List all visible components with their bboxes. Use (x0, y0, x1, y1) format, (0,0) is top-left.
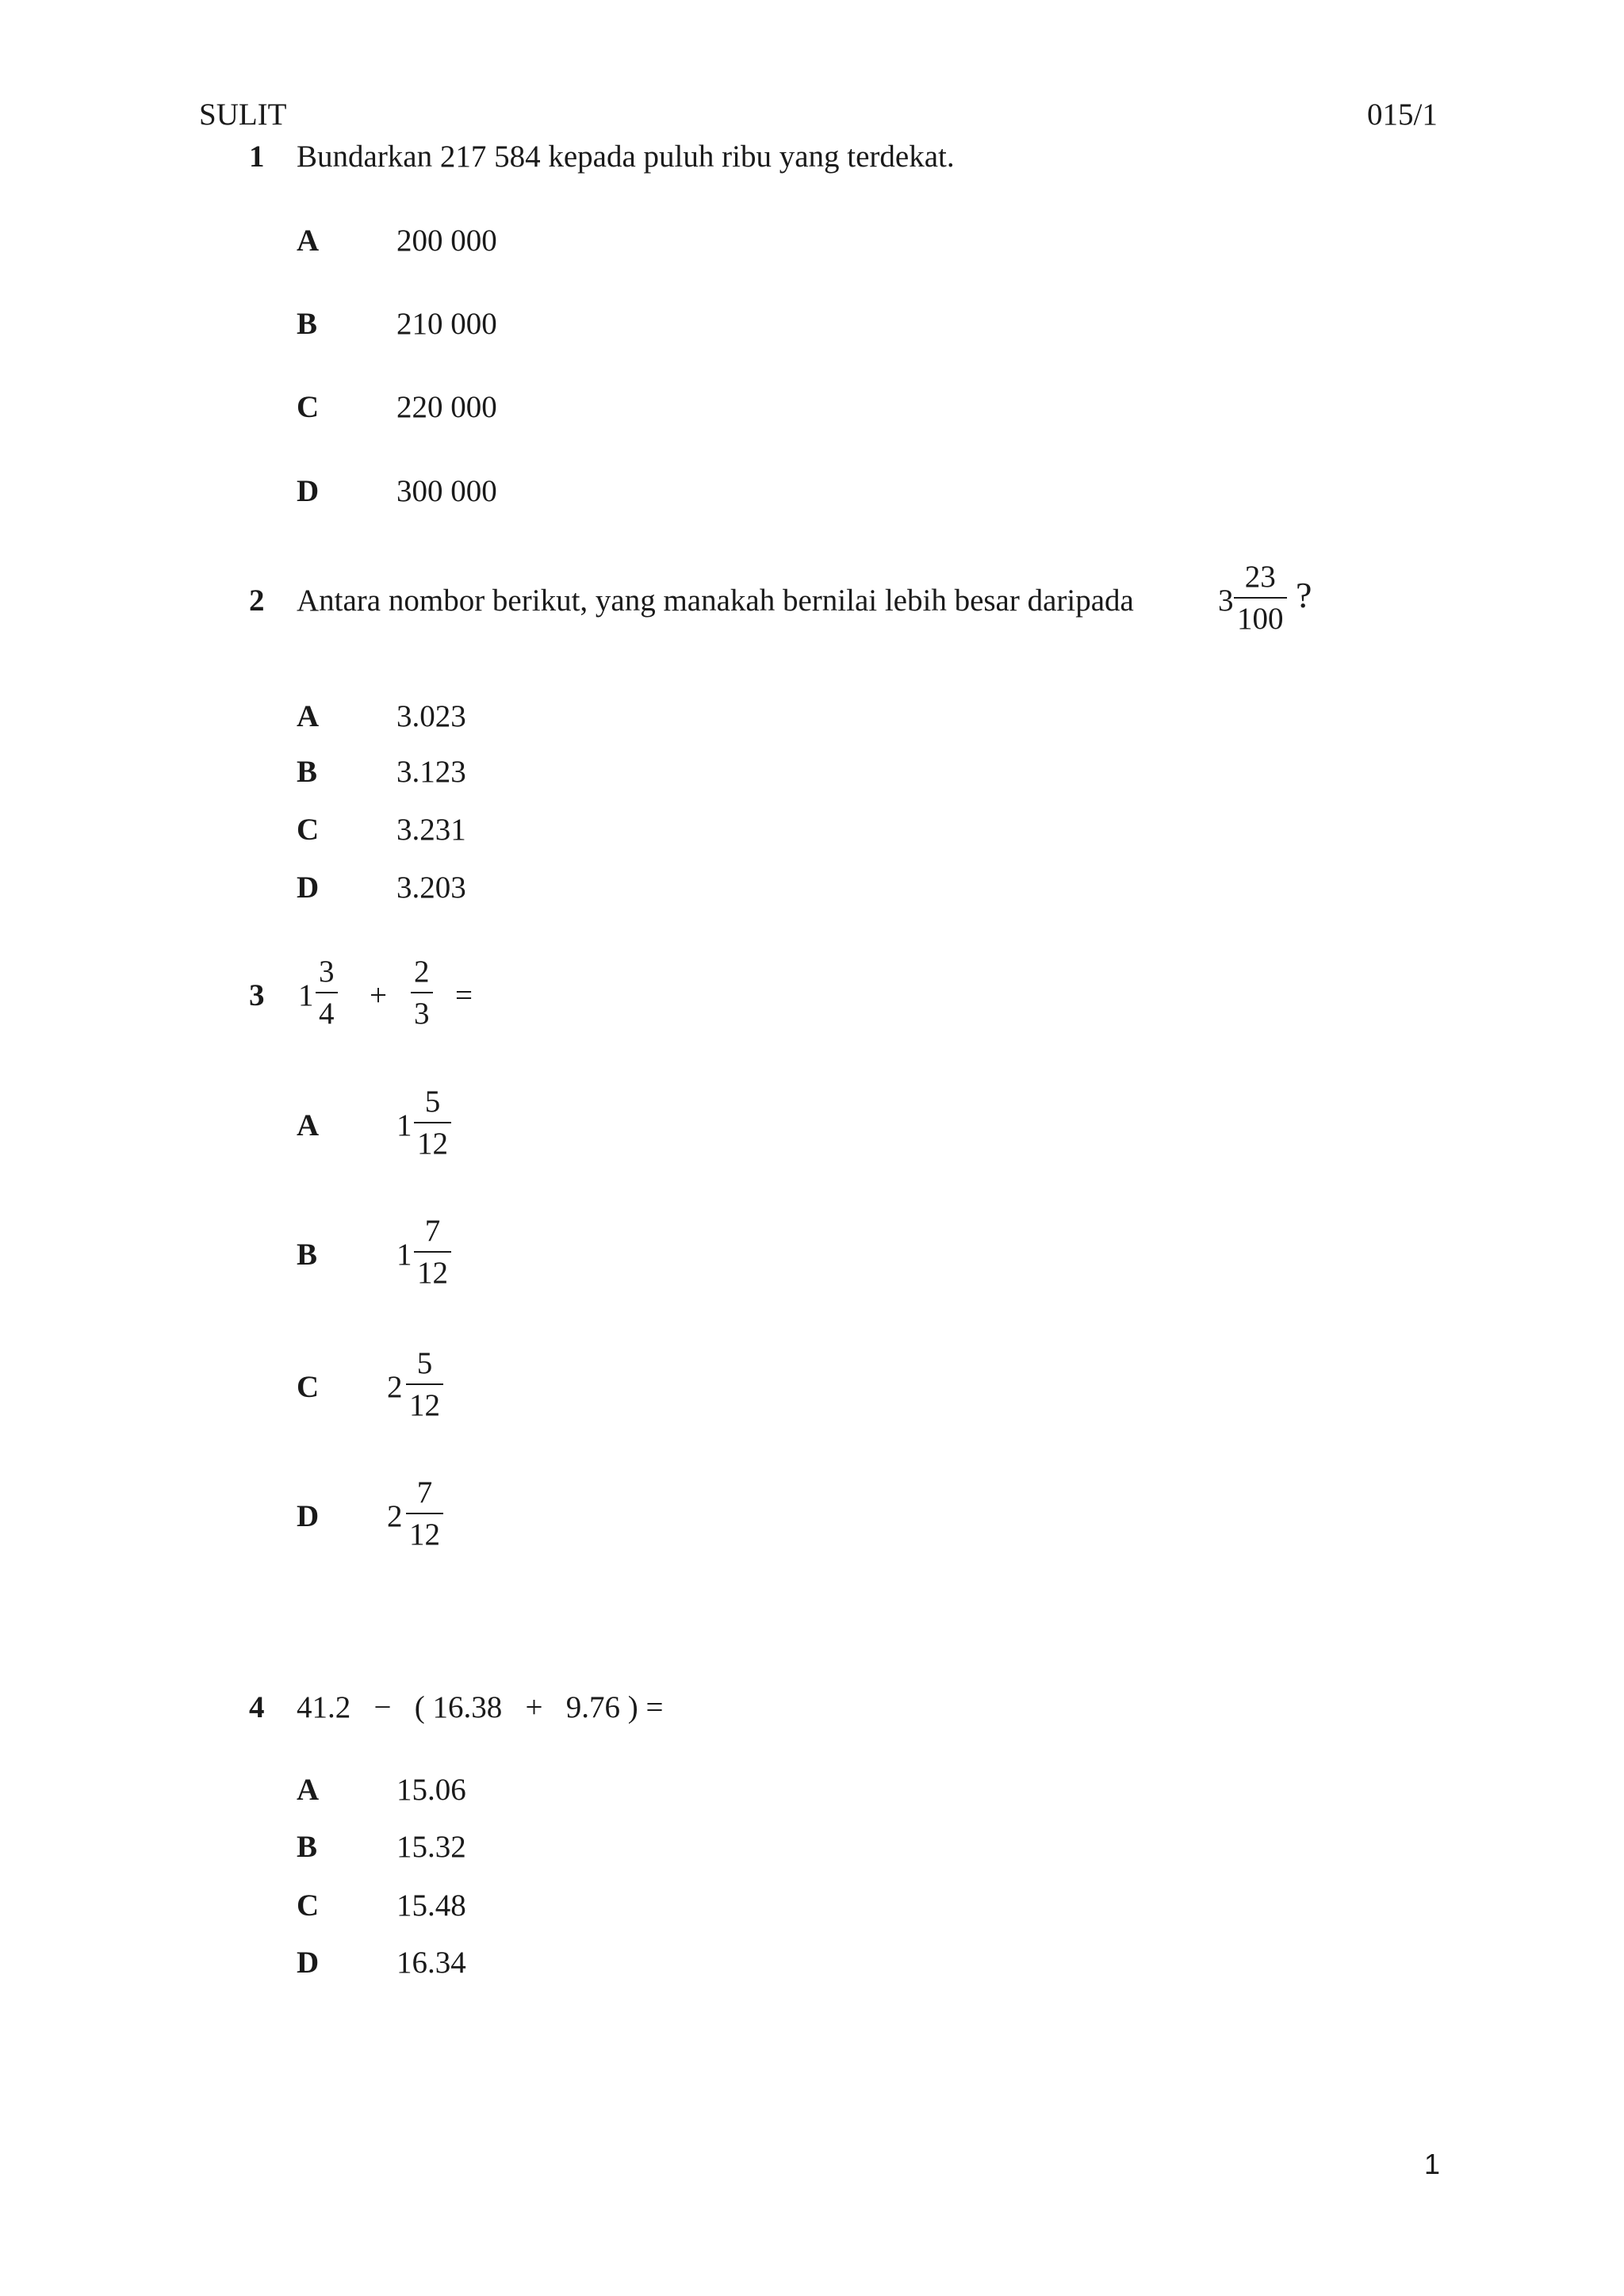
fraction-numerator: 5 (424, 1085, 441, 1119)
option-whole-b[interactable]: 1 (396, 1238, 412, 1272)
option-letter-a[interactable]: A (297, 699, 320, 733)
header-paper-code: 015/1 (1367, 98, 1438, 132)
option-letter-d[interactable]: D (297, 1946, 320, 1980)
header-sulit: SULIT (199, 98, 287, 132)
option-whole-d[interactable]: 2 (387, 1499, 403, 1533)
fraction-numerator: 5 (416, 1346, 433, 1380)
option-letter-d[interactable]: D (297, 1499, 320, 1533)
option-letter-c[interactable]: C (297, 813, 320, 847)
plus-operator: + (370, 978, 387, 1012)
option-value-a[interactable]: 15.06 (396, 1773, 466, 1807)
fraction-numerator: 7 (416, 1475, 433, 1510)
fraction-denominator: 4 (319, 997, 335, 1031)
fraction-numerator: 3 (319, 955, 335, 989)
fraction-denominator: 12 (417, 1256, 448, 1290)
option-letter-c[interactable]: C (297, 390, 320, 424)
question-number: 4 (249, 1690, 265, 1724)
option-fraction-b[interactable] (414, 1215, 451, 1288)
fraction-denominator: 100 (1237, 602, 1284, 636)
option-whole-a[interactable]: 1 (396, 1108, 412, 1142)
option-value-d[interactable]: 3.203 (396, 871, 466, 905)
question-expression: 41.2 − ( 16.38 + 9.76 ) = (297, 1690, 664, 1724)
option-letter-a[interactable]: A (297, 1773, 320, 1807)
option-whole-c[interactable]: 2 (387, 1370, 403, 1404)
fraction-denominator: 12 (409, 1388, 440, 1422)
fraction-denominator: 12 (409, 1517, 440, 1552)
option-fraction-a[interactable] (414, 1086, 451, 1159)
term1-fraction (316, 956, 338, 1029)
fraction-numerator: 7 (424, 1214, 441, 1248)
option-letter-a[interactable]: A (297, 1108, 320, 1142)
mixed-number-whole: 3 (1218, 584, 1234, 618)
fraction-denominator: 3 (414, 997, 430, 1031)
fraction-denominator: 12 (417, 1127, 448, 1161)
equals-sign: = (455, 978, 473, 1012)
option-letter-b[interactable]: B (297, 307, 318, 341)
option-value-d[interactable]: 300 000 (396, 474, 497, 508)
option-value-b[interactable]: 3.123 (396, 755, 466, 789)
option-letter-b[interactable]: B (297, 755, 318, 789)
question-text: Antara nombor berikut, yang manakah bernilai lebih besar daripada (297, 584, 1134, 618)
option-value-c[interactable]: 220 000 (396, 390, 497, 424)
option-value-d[interactable]: 16.34 (396, 1946, 466, 1980)
option-fraction-c[interactable] (406, 1348, 443, 1421)
option-value-c[interactable]: 15.48 (396, 1888, 466, 1923)
term2-fraction (411, 956, 433, 1029)
option-value-a[interactable]: 3.023 (396, 699, 466, 733)
question-number: 1 (249, 140, 265, 174)
page-number: 1 (1424, 2148, 1441, 2180)
option-letter-b[interactable]: B (297, 1238, 318, 1272)
question-mark: ? (1296, 575, 1312, 615)
term1-whole: 1 (298, 978, 314, 1012)
option-letter-d[interactable]: D (297, 474, 320, 508)
option-value-b[interactable]: 210 000 (396, 307, 497, 341)
fraction-numerator: 23 (1244, 560, 1276, 594)
option-letter-a[interactable]: A (297, 224, 320, 258)
mixed-number-fraction (1234, 561, 1287, 634)
option-value-a[interactable]: 200 000 (396, 224, 497, 258)
question-text: Bundarkan 217 584 kepada puluh ribu yang terdekat. (297, 140, 955, 174)
option-letter-b[interactable]: B (297, 1830, 318, 1864)
option-letter-d[interactable]: D (297, 871, 320, 905)
fraction-numerator: 2 (414, 955, 430, 989)
option-value-c[interactable]: 3.231 (396, 813, 466, 847)
option-value-b[interactable]: 15.32 (396, 1830, 466, 1864)
option-letter-c[interactable]: C (297, 1370, 320, 1404)
question-number: 3 (249, 978, 265, 1012)
option-fraction-d[interactable] (406, 1477, 443, 1550)
option-letter-c[interactable]: C (297, 1888, 320, 1923)
question-number: 2 (249, 584, 265, 618)
